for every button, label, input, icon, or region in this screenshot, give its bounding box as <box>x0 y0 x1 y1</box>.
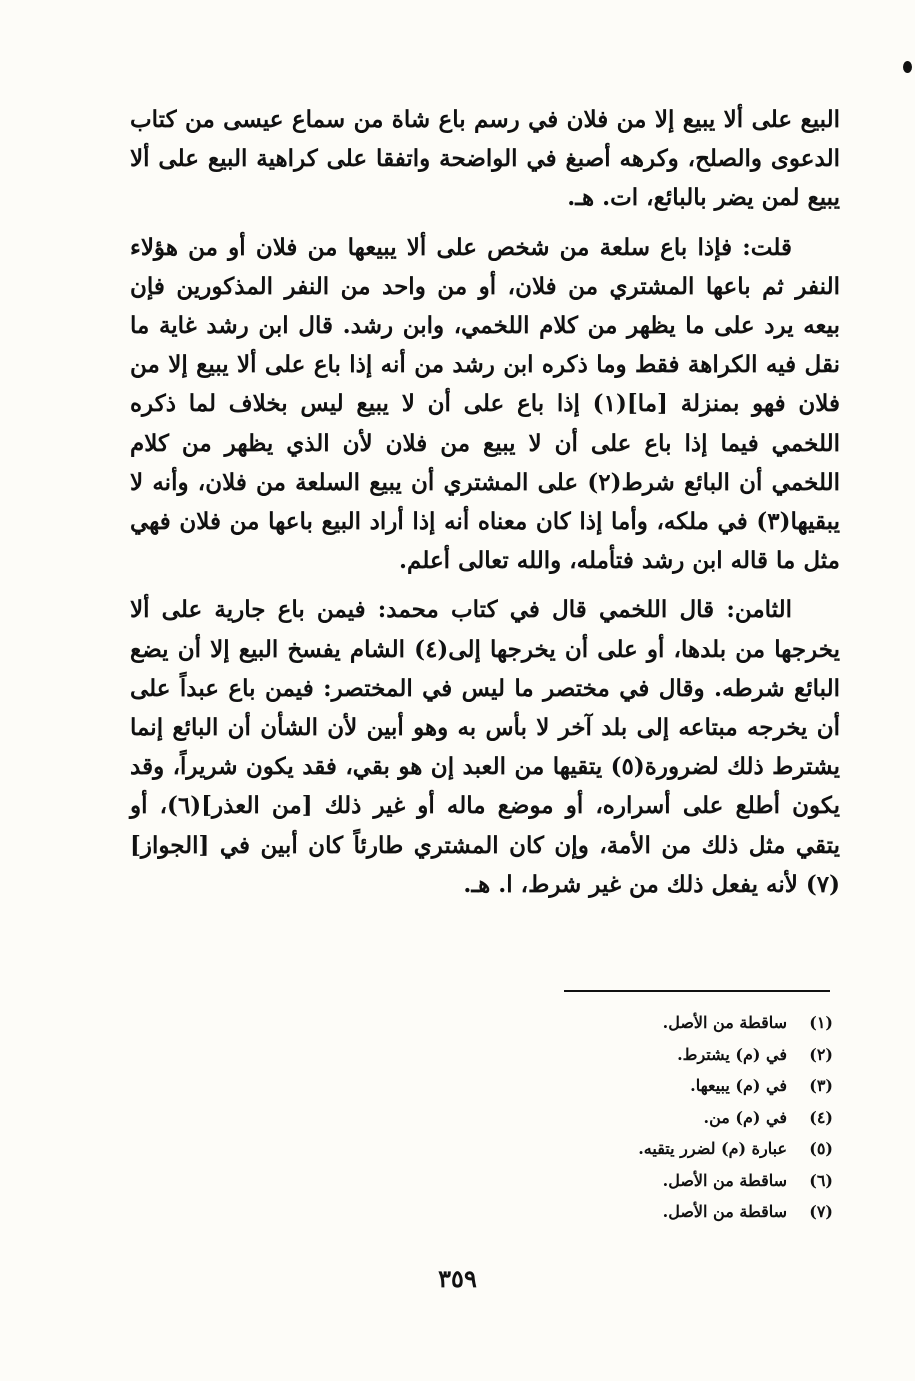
footnote-number: (٥) <box>809 1139 833 1158</box>
footnote-number: (٦) <box>809 1170 833 1190</box>
footnote-text: في (م) يشترط. <box>677 1044 787 1064</box>
footnote-text: في (م) يبيعها. <box>690 1076 787 1095</box>
paragraph-3: الثامن: قال اللخمي قال في كتاب محمد: فيمن باع جارية على ألا يخرجها من بلدها، أو على أن يخرجها إلى(٤) الشام يفسخ البيع إلا أن يضع البائع شرطه. وقال في مختصر ما ليس في المختصر: فيمن باع عبداً على أن يخرجه مبتاعه إلى بلد آخر لا بأس به وهو أبين لأن الشأن أن البائع إنما يشترط ذلك لضرورة(٥) يتقيها من العبد إن هو بقي، فقد يكون شريراً، وقد يكون أطلع على أسراره، أو موضع ماله أو غير ذلك [من العذر](٦)، أو يتقي مثل ذلك من الأمة، وإن كان المشتري طارئاً كان أبين في [الجواز](٧) لأنه يفعل ذلك من غير شرط، ا. هـ. <box>130 596 841 898</box>
footnote-separator <box>564 990 830 992</box>
footnote-text: في (م) من. <box>703 1107 787 1127</box>
footnote-7 <box>533 1196 833 1228</box>
page-number: ٣٥٩ <box>438 1264 477 1293</box>
footnote-5 <box>533 1133 833 1165</box>
footnote-number: (٣) <box>809 1076 833 1095</box>
footnote-1 <box>533 1007 833 1039</box>
footnote-text: عبارة (م) لضرر يتقيه. <box>638 1139 787 1158</box>
footnote-6 <box>533 1165 833 1197</box>
footnote-4 <box>533 1102 833 1134</box>
margin-mark <box>903 61 912 73</box>
footnote-text: ساقطة من الأصل. <box>662 1170 787 1190</box>
footnotes-list <box>533 1007 833 1228</box>
footnote-2 <box>533 1039 833 1071</box>
footnote-3 <box>533 1070 833 1102</box>
footnote-text: ساقطة من الأصل. <box>662 1013 787 1032</box>
paragraph-2: قلت: فإذا باع سلعة من شخص على ألا يبيعها من فلان أو من هؤلاء النفر ثم باعها المشتري من فلان، أو من واحد من النفر المذكورين فإن بيعه يرد على ما يظهر من كلام اللخمي، وابن رشد. قال ابن رشد غاية ما نقل فيه الكراهة فقط وما ذكره ابن رشد من أنه إذا باع على ألا يبيع إلا من فلان فهو بمنزلة [ما](١) إذا باع على أن لا يبيع ليس بخلاف لما ذكره اللخمي فيما إذا باع على أن لا يبيع من فلان لأن الذي يظهر من كلام اللخمي أن البائع شرط(٢) على المشتري أن يبيع السلعة من فلان، وأنه لا يبقيها(٣) في ملكه، وأما إذا كان معناه أنه إذا أراد البيع باعها من فلان فهي مثل ما قاله ابن رشد فتأمله، والله تعالى أعلم. <box>130 233 840 575</box>
footnote-number: (٢) <box>809 1044 833 1064</box>
footnote-text: ساقطة من الأصل. <box>662 1202 787 1221</box>
footnote-number: (٤) <box>809 1107 833 1127</box>
main-text <box>130 100 840 904</box>
paragraph-1: البيع على ألا يبيع إلا من فلان في رسم باع شاة من سماع عيسى من كتاب الدعوى والصلح، وكرهه أصبغ في الواضحة واتفقا على كراهية البيع على ألا يبيع لمن يضر بالبائع، ات. هـ. <box>130 106 840 212</box>
footnote-number: (١) <box>809 1013 833 1032</box>
footnote-number: (٧) <box>809 1202 833 1221</box>
